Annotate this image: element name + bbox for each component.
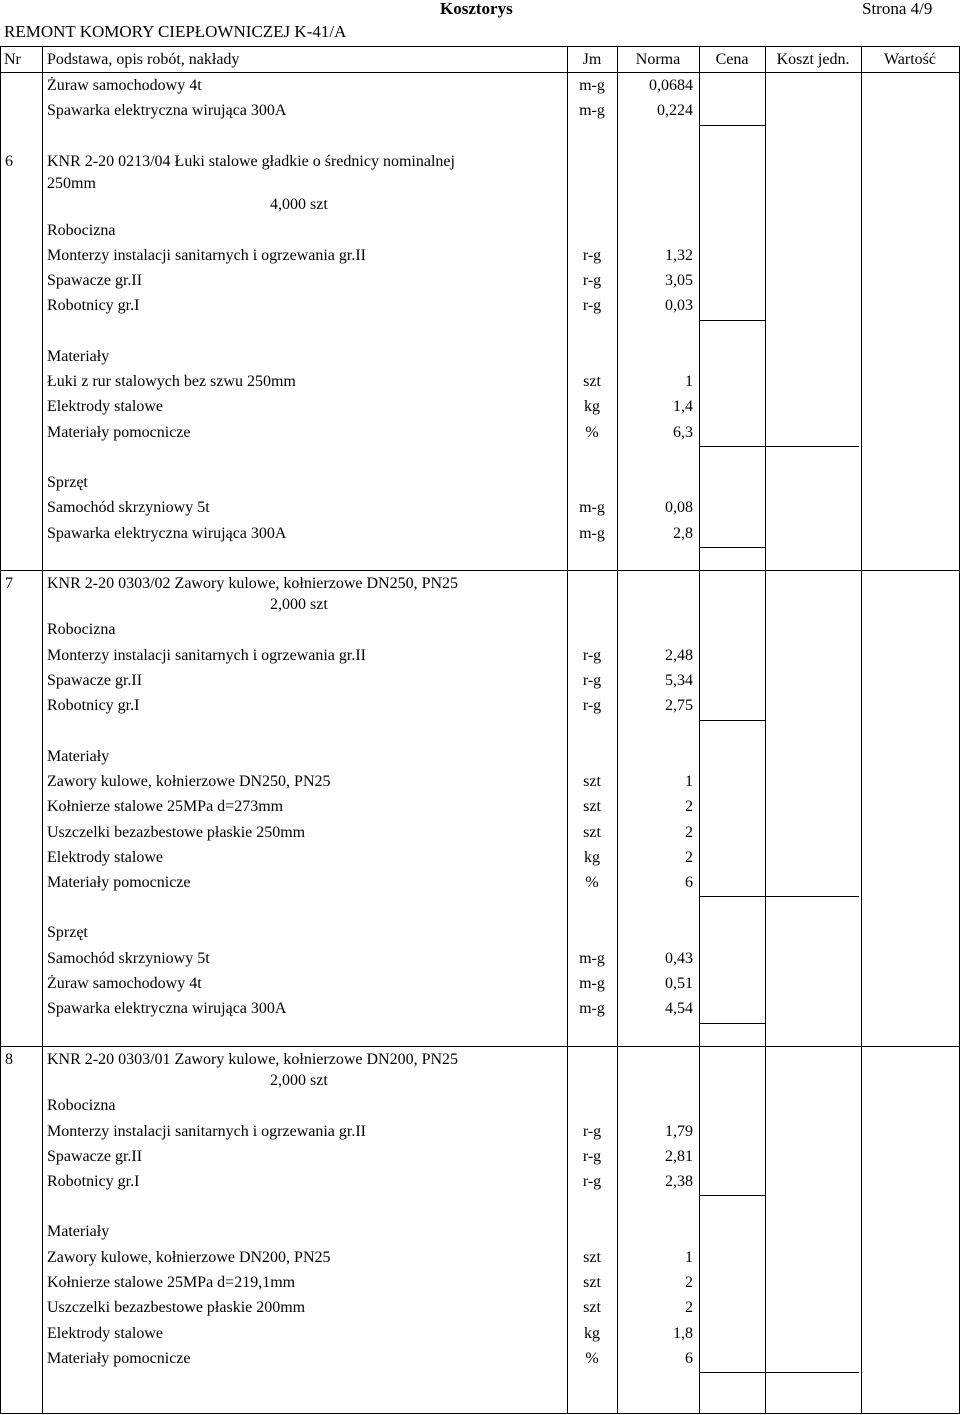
unit: r-g bbox=[582, 272, 602, 290]
resource-name: Elektrody stalowe bbox=[47, 398, 163, 416]
resource-name: Spawacze gr.II bbox=[47, 1147, 143, 1165]
item-title: KNR 2-20 0213/04 Łuki stalowe gładkie o średnicy nominalnej bbox=[47, 152, 455, 170]
unit: m-g bbox=[579, 524, 605, 542]
header-top-rule bbox=[0, 46, 960, 47]
section-materialy: Materiały bbox=[47, 747, 110, 765]
unit: kg bbox=[584, 848, 600, 866]
unit: % bbox=[585, 423, 599, 441]
section-robocizna: Robocizna bbox=[47, 221, 116, 239]
unit: m-g bbox=[579, 77, 605, 94]
unit: m-g bbox=[579, 1000, 605, 1018]
unit: szt bbox=[583, 1274, 601, 1291]
norm-value: 1 bbox=[685, 373, 693, 390]
document-title: Kosztorys bbox=[440, 0, 513, 18]
item-number: 7 bbox=[5, 574, 13, 592]
norm-value: 0,03 bbox=[665, 297, 693, 315]
resource-name: Elektrody stalowe bbox=[47, 848, 163, 866]
item-title: KNR 2-20 0303/02 Zawory kulowe, kołnierzowe DN250, PN25 bbox=[47, 574, 459, 592]
resource-name: Łuki z rur stalowych bez szwu 250mm bbox=[47, 373, 296, 390]
norm-value: 1 bbox=[685, 1248, 693, 1266]
resource-name: Robotnicy gr.I bbox=[47, 1173, 140, 1191]
item-separator bbox=[0, 1046, 960, 1047]
unit: m-g bbox=[579, 102, 605, 120]
resource-name: Materiały pomocnicze bbox=[47, 423, 191, 441]
subtotal-rule bbox=[699, 547, 765, 548]
norm-value: 0,224 bbox=[657, 102, 693, 120]
item-title-cont: 250mm bbox=[47, 174, 96, 192]
norm-value: 1,79 bbox=[665, 1122, 693, 1140]
unit: r-g bbox=[582, 297, 602, 315]
norm-value: 6 bbox=[685, 1349, 693, 1367]
resource-name: Materiały pomocnicze bbox=[47, 874, 191, 892]
col-border-koszt bbox=[861, 46, 862, 1414]
col-header-cena: Cena bbox=[715, 51, 749, 68]
unit: r-g bbox=[582, 1122, 602, 1140]
col-header-nr: Nr bbox=[4, 51, 21, 68]
norm-value: 2,81 bbox=[665, 1147, 693, 1165]
norm-value: 1 bbox=[685, 772, 693, 790]
unit: r-g bbox=[582, 697, 602, 715]
col-border-cena bbox=[765, 46, 766, 1414]
norm-value: 2,38 bbox=[665, 1173, 693, 1191]
norm-value: 2 bbox=[685, 798, 693, 816]
norm-value: 2 bbox=[685, 848, 693, 866]
unit: m-g bbox=[579, 499, 605, 517]
norm-value: 1,32 bbox=[665, 246, 693, 264]
norm-value: 6 bbox=[685, 874, 693, 892]
section-materialy: Materiały bbox=[47, 347, 110, 365]
item-separator bbox=[0, 570, 960, 571]
resource-name: Uszczelki bezazbestowe płaskie 200mm bbox=[47, 1299, 306, 1317]
col-border-left bbox=[0, 46, 1, 1414]
resource-name: Żuraw samochodowy 4t bbox=[47, 77, 202, 94]
resource-name: Materiały pomocnicze bbox=[47, 1349, 191, 1367]
unit: szt bbox=[583, 1299, 601, 1317]
col-header-desc: Podstawa, opis robót, nakłady bbox=[47, 51, 240, 68]
unit: kg bbox=[584, 398, 600, 416]
resource-name: Spawacze gr.II bbox=[47, 272, 143, 290]
item-quantity: 2,000 szt bbox=[270, 596, 328, 614]
resource-name: Kołnierze stalowe 25MPa d=273mm bbox=[47, 798, 284, 816]
resource-name: Monterzy instalacji sanitarnych i ogrzewania gr.II bbox=[47, 1122, 366, 1140]
unit: r-g bbox=[582, 672, 602, 689]
col-header-norma: Norma bbox=[635, 51, 681, 68]
norm-value: 0,0684 bbox=[649, 77, 693, 94]
resource-name: Monterzy instalacji sanitarnych i ogrzewania gr.II bbox=[47, 646, 366, 664]
norm-value: 2,8 bbox=[673, 524, 693, 542]
norm-value: 0,51 bbox=[665, 975, 693, 992]
norm-value: 2 bbox=[685, 1274, 693, 1291]
unit: % bbox=[585, 874, 599, 892]
item-title: KNR 2-20 0303/01 Zawory kulowe, kołnierzowe DN200, PN25 bbox=[47, 1050, 459, 1068]
col-border-norma bbox=[699, 46, 700, 1414]
norm-value: 4,54 bbox=[665, 1000, 693, 1018]
col-header-koszt: Koszt jedn. bbox=[776, 51, 850, 68]
resource-name: Uszczelki bezazbestowe płaskie 250mm bbox=[47, 823, 306, 841]
norm-value: 2 bbox=[685, 823, 693, 841]
resource-name: Spawarka elektryczna wirująca 300A bbox=[47, 524, 287, 542]
resource-name: Spawacze gr.II bbox=[47, 672, 143, 689]
section-robocizna: Robocizna bbox=[47, 621, 116, 639]
item-number: 8 bbox=[5, 1050, 13, 1068]
unit: r-g bbox=[582, 646, 602, 664]
resource-name: Żuraw samochodowy 4t bbox=[47, 975, 202, 992]
norm-value: 3,05 bbox=[665, 272, 693, 290]
norm-value: 1,8 bbox=[673, 1324, 693, 1342]
resource-name: Zawory kulowe, kołnierzowe DN250, PN25 bbox=[47, 772, 331, 790]
item-number: 6 bbox=[5, 152, 13, 170]
subtotal-rule bbox=[699, 896, 859, 897]
section-robocizna: Robocizna bbox=[47, 1097, 116, 1115]
resource-name: Monterzy instalacji sanitarnych i ogrzewania gr.II bbox=[47, 246, 366, 264]
unit: szt bbox=[583, 772, 601, 790]
col-header-jm: Jm bbox=[582, 51, 602, 68]
norm-value: 6,3 bbox=[673, 423, 693, 441]
subtotal-rule bbox=[699, 125, 765, 126]
resource-name: Zawory kulowe, kołnierzowe DN200, PN25 bbox=[47, 1248, 331, 1266]
subtotal-rule bbox=[699, 720, 765, 721]
norm-value: 1,4 bbox=[673, 398, 693, 416]
resource-name: Samochód skrzyniowy 5t bbox=[47, 499, 210, 517]
unit: m-g bbox=[579, 949, 605, 967]
norm-value: 2 bbox=[685, 1299, 693, 1317]
norm-value: 2,75 bbox=[665, 697, 693, 715]
col-border-nr bbox=[42, 46, 43, 1414]
norm-value: 0,08 bbox=[665, 499, 693, 517]
norm-value: 0,43 bbox=[665, 949, 693, 967]
subtotal-rule bbox=[699, 1372, 859, 1373]
resource-name: Samochód skrzyniowy 5t bbox=[47, 949, 210, 967]
unit: m-g bbox=[579, 975, 605, 992]
item-quantity: 4,000 szt bbox=[270, 196, 328, 214]
unit: r-g bbox=[582, 1147, 602, 1165]
subtotal-rule bbox=[699, 320, 765, 321]
table-bottom-rule bbox=[0, 1413, 960, 1414]
section-materialy: Materiały bbox=[47, 1223, 110, 1241]
project-title: REMONT KOMORY CIEPŁOWNICZEJ K-41/A bbox=[4, 22, 347, 41]
page-number: Strona 4/9 bbox=[862, 0, 933, 18]
resource-name: Spawarka elektryczna wirująca 300A bbox=[47, 1000, 287, 1018]
unit: kg bbox=[584, 1324, 600, 1342]
resource-name: Kołnierze stalowe 25MPa d=219,1mm bbox=[47, 1274, 296, 1291]
resource-name: Robotnicy gr.I bbox=[47, 297, 140, 315]
norm-value: 5,34 bbox=[665, 672, 693, 689]
unit: szt bbox=[583, 1248, 601, 1266]
unit: szt bbox=[583, 798, 601, 816]
unit: szt bbox=[583, 373, 601, 390]
norm-value: 2,48 bbox=[665, 646, 693, 664]
unit: szt bbox=[583, 823, 601, 841]
section-sprzet: Sprzęt bbox=[47, 924, 88, 942]
section-sprzet: Sprzęt bbox=[47, 473, 88, 491]
unit: % bbox=[585, 1349, 599, 1367]
unit: r-g bbox=[582, 1173, 602, 1191]
subtotal-rule bbox=[699, 1023, 765, 1024]
subtotal-rule bbox=[699, 1195, 765, 1196]
resource-name: Elektrody stalowe bbox=[47, 1324, 163, 1342]
header-bottom-rule bbox=[0, 72, 960, 73]
item-quantity: 2,000 szt bbox=[270, 1071, 328, 1089]
subtotal-rule bbox=[699, 446, 859, 447]
resource-name: Spawarka elektryczna wirująca 300A bbox=[47, 102, 287, 120]
unit: r-g bbox=[582, 246, 602, 264]
resource-name: Robotnicy gr.I bbox=[47, 697, 140, 715]
col-header-wartosc: Wartość bbox=[883, 51, 937, 68]
